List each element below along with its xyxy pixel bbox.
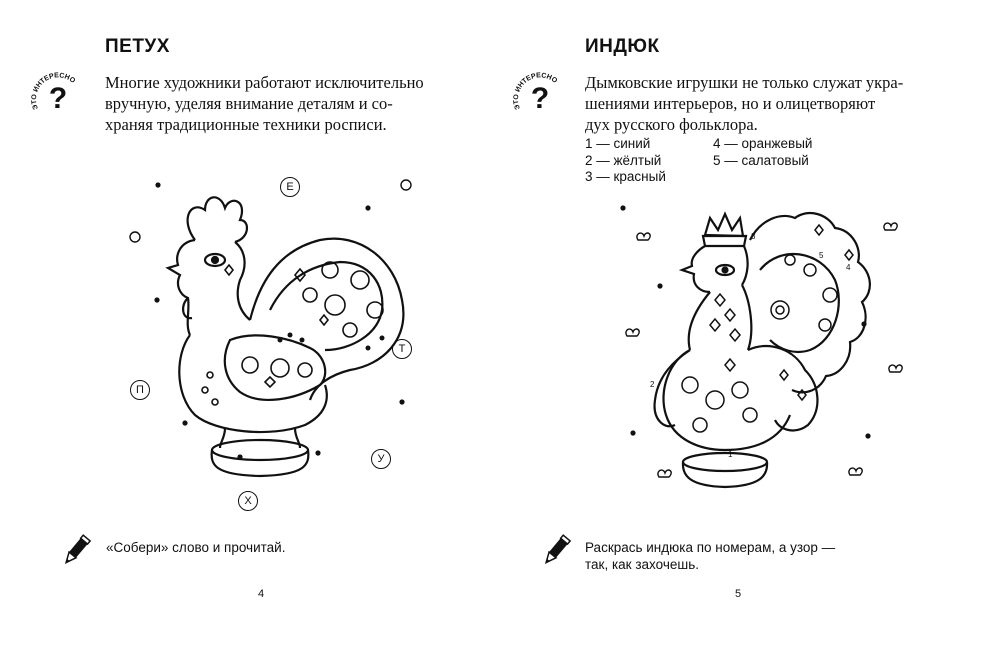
- task-text: [106, 539, 285, 556]
- region-number: 4: [846, 263, 851, 272]
- paragraph-line: вручную, уделяя внимание деталям и со-: [105, 94, 393, 113]
- task-line: так, как захочешь.: [585, 557, 699, 572]
- letter-circle-t: [392, 339, 412, 359]
- page-number: 4: [258, 588, 265, 600]
- task-line: «Собери» слово и прочитай.: [106, 540, 286, 555]
- pencil-icon: [58, 532, 94, 568]
- letter-circle-e: [280, 177, 300, 197]
- page-title: ПЕТУХ: [105, 36, 170, 57]
- letter: Е: [286, 181, 294, 193]
- page-title: ИНДЮК: [585, 36, 660, 57]
- badge-text: ЭТО ИНТЕРЕСНО: [512, 72, 559, 111]
- region-number: 2: [650, 380, 655, 389]
- legend-item: 1 — синий: [585, 136, 651, 151]
- badge-text: ЭТО ИНТЕРЕСНО: [30, 72, 77, 111]
- letter: У: [377, 453, 385, 465]
- letter-circle-p: [130, 380, 150, 400]
- letter: Т: [398, 343, 406, 355]
- task-text: [585, 539, 835, 573]
- legend-item: 2 — жёлтый: [585, 152, 662, 168]
- letter: П: [136, 384, 144, 396]
- legend-item: 4 — оранжевый: [713, 136, 813, 151]
- region-number: 3: [751, 232, 756, 241]
- legend-item: 3 — красный: [585, 169, 666, 184]
- letter-circle-u: [371, 449, 391, 469]
- pencil-icon: [538, 532, 574, 568]
- paragraph-line: храняя традиционные техники росписи.: [105, 115, 387, 134]
- paragraph-line: Дымковские игрушки не только служат укра-: [585, 73, 904, 92]
- letter-circle-h: [238, 491, 258, 511]
- svg-text:?: ?: [48, 82, 68, 115]
- paragraph-line: шениями интерьеров, но и олицетворяют: [585, 94, 876, 113]
- right-page: [500, 0, 1000, 647]
- region-number: 1: [728, 450, 733, 459]
- paragraph-line: Многие художники работают исключительно: [105, 73, 424, 92]
- page-number: 5: [735, 588, 742, 600]
- legend-item: 5 — салатовый: [713, 152, 809, 168]
- svg-text:?: ?: [530, 82, 550, 115]
- task-line: Раскрась индюка по номерам, а узор —: [585, 540, 836, 555]
- region-number: 5: [819, 251, 824, 260]
- letter: Х: [244, 495, 252, 507]
- paragraph-line: дух русского фольклора.: [585, 115, 758, 134]
